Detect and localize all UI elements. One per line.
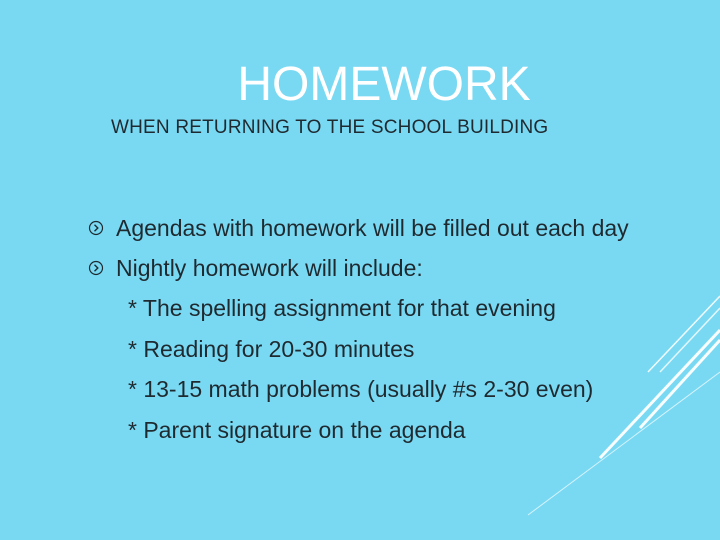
sub-item: * The spelling assignment for that evening — [128, 295, 556, 321]
slide-title: HOMEWORK — [237, 58, 531, 111]
slide-subtitle: WHEN RETURNING TO THE SCHOOL BUILDING — [111, 117, 549, 138]
sub-item: * 13-15 math problems (usually #s 2-30 even) — [128, 376, 594, 402]
bullet-text: Agendas with homework will be filled out each day — [116, 215, 629, 241]
sub-item: * Reading for 20-30 minutes — [128, 335, 415, 362]
circled-arrow-icon — [88, 260, 104, 276]
sub-item-list — [128, 290, 593, 452]
circled-arrow-icon — [88, 220, 104, 236]
sub-item: * Parent signature on the agenda — [128, 416, 466, 443]
bullet-text: Nightly homework will include: — [116, 255, 423, 281]
